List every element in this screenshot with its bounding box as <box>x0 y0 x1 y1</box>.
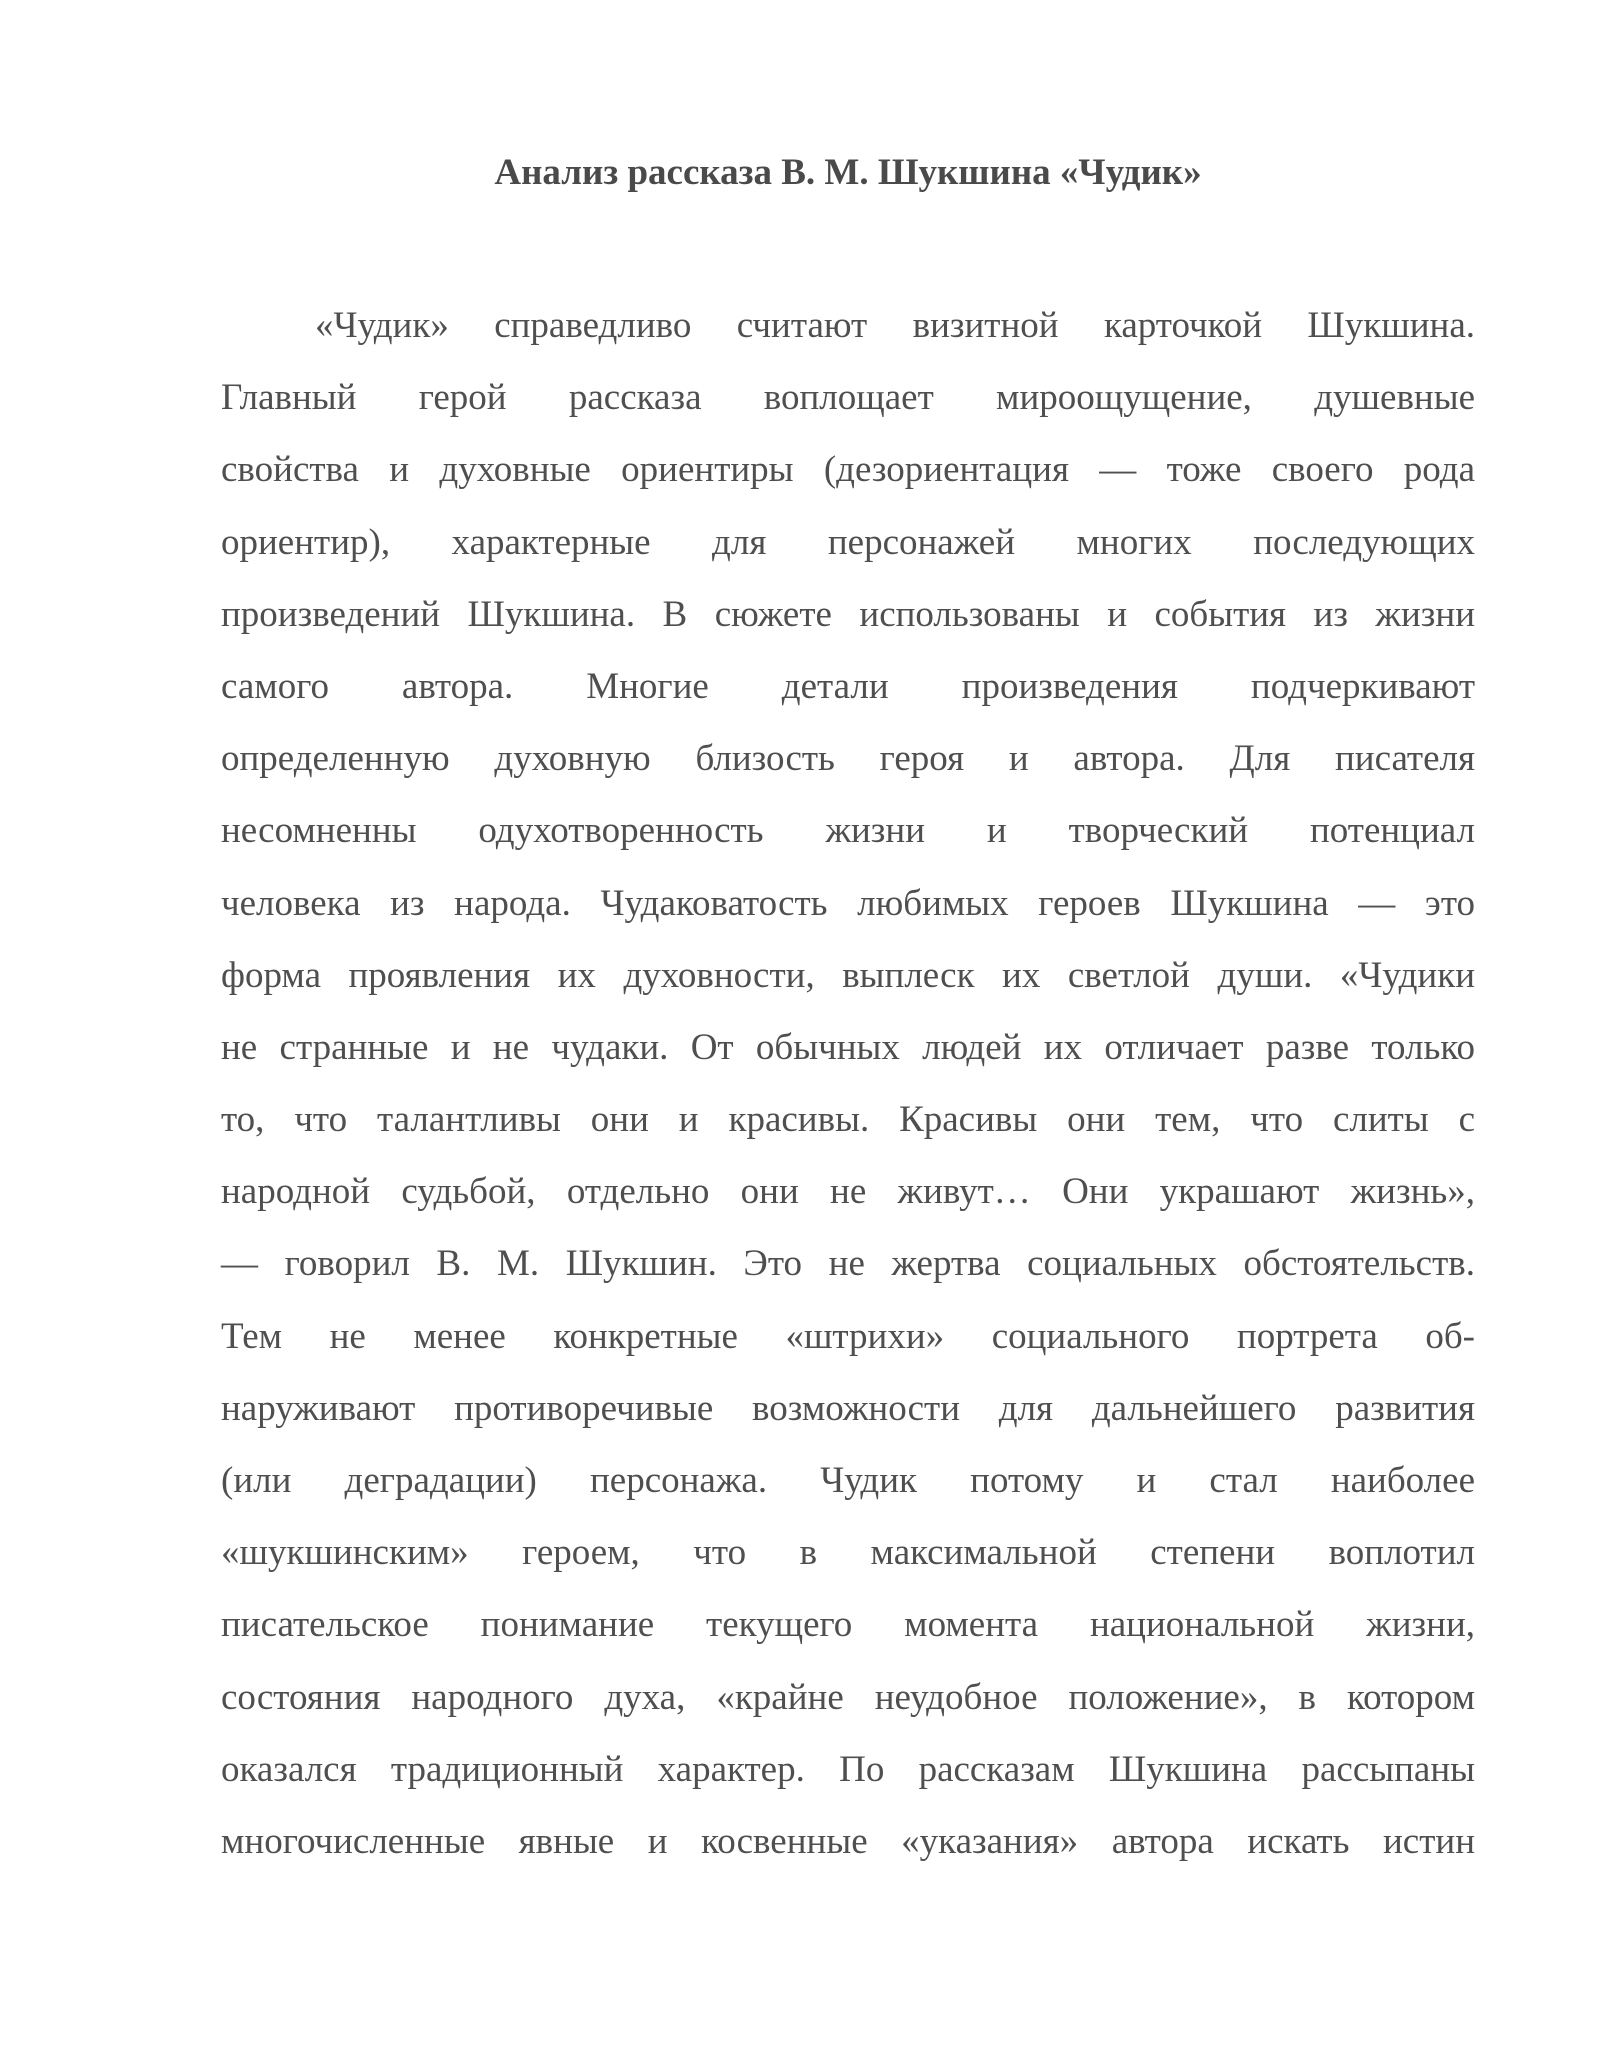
text-line: многочисленные явные и косвенные «указания» автора искать истин <box>221 1820 1475 1862</box>
text-line: самого автора. Многие детали произведения подчеркивают <box>221 665 1475 707</box>
text-line: форма проявления их духовности, выплеск их светлой души. «Чудики <box>221 954 1475 996</box>
text-line: то, что талантливы они и красивы. Красивы они тем, что слиты с <box>221 1099 1475 1141</box>
text-line: Главный герой рассказа воплощает мироощущение, душевные <box>221 377 1475 419</box>
text-line: не странные и не чудаки. От обычных людей их отличает разве только <box>221 1026 1475 1068</box>
text-line: несомненны одухотворенность жизни и творческий потенциал <box>221 810 1475 852</box>
text-line: — говорил В. М. Шукшин. Это не жертва социальных обстоятельств. <box>221 1243 1475 1285</box>
text-line: ориентир), характерные для персонажей многих последующих <box>221 521 1475 563</box>
text-line: «шукшинским» героем, что в максимальной степени воплотил <box>221 1532 1475 1574</box>
text-line: произведений Шукшина. В сюжете использованы и события из жизни <box>221 593 1475 635</box>
text-line: оказался традиционный характер. По рассказам Шукшина рассыпаны <box>221 1748 1475 1790</box>
text-line: писательское понимание текущего момента национальной жизни, <box>221 1604 1475 1646</box>
body-paragraph <box>221 290 1475 1878</box>
text-line: (или деградации) персонажа. Чудик потому и стал наиболее <box>221 1460 1475 1501</box>
document-title: Анализ рассказа В. М. Шукшина «Чудик» <box>494 152 1202 193</box>
text-line: наруживают противоречивые возможности для дальнейшего развития <box>221 1387 1475 1429</box>
text-line: Тем не менее конкретные «штрихи» социального портрета об- <box>221 1315 1475 1357</box>
text-line: человека из народа. Чудаковатость любимых героев Шукшина — это <box>221 882 1475 924</box>
text-line: состояния народного духа, «крайне неудобное положение», в котором <box>221 1676 1475 1718</box>
text-line: свойства и духовные ориентиры (дезориентация — тоже своего рода <box>221 449 1475 491</box>
text-line: народной судьбой, отдельно они не живут… Они украшают жизнь», <box>221 1171 1475 1213</box>
text-line: определенную духовную близость героя и автора. Для писателя <box>221 738 1475 780</box>
text-line: «Чудик» справедливо считают визитной карточкой Шукшина. <box>315 305 1475 346</box>
